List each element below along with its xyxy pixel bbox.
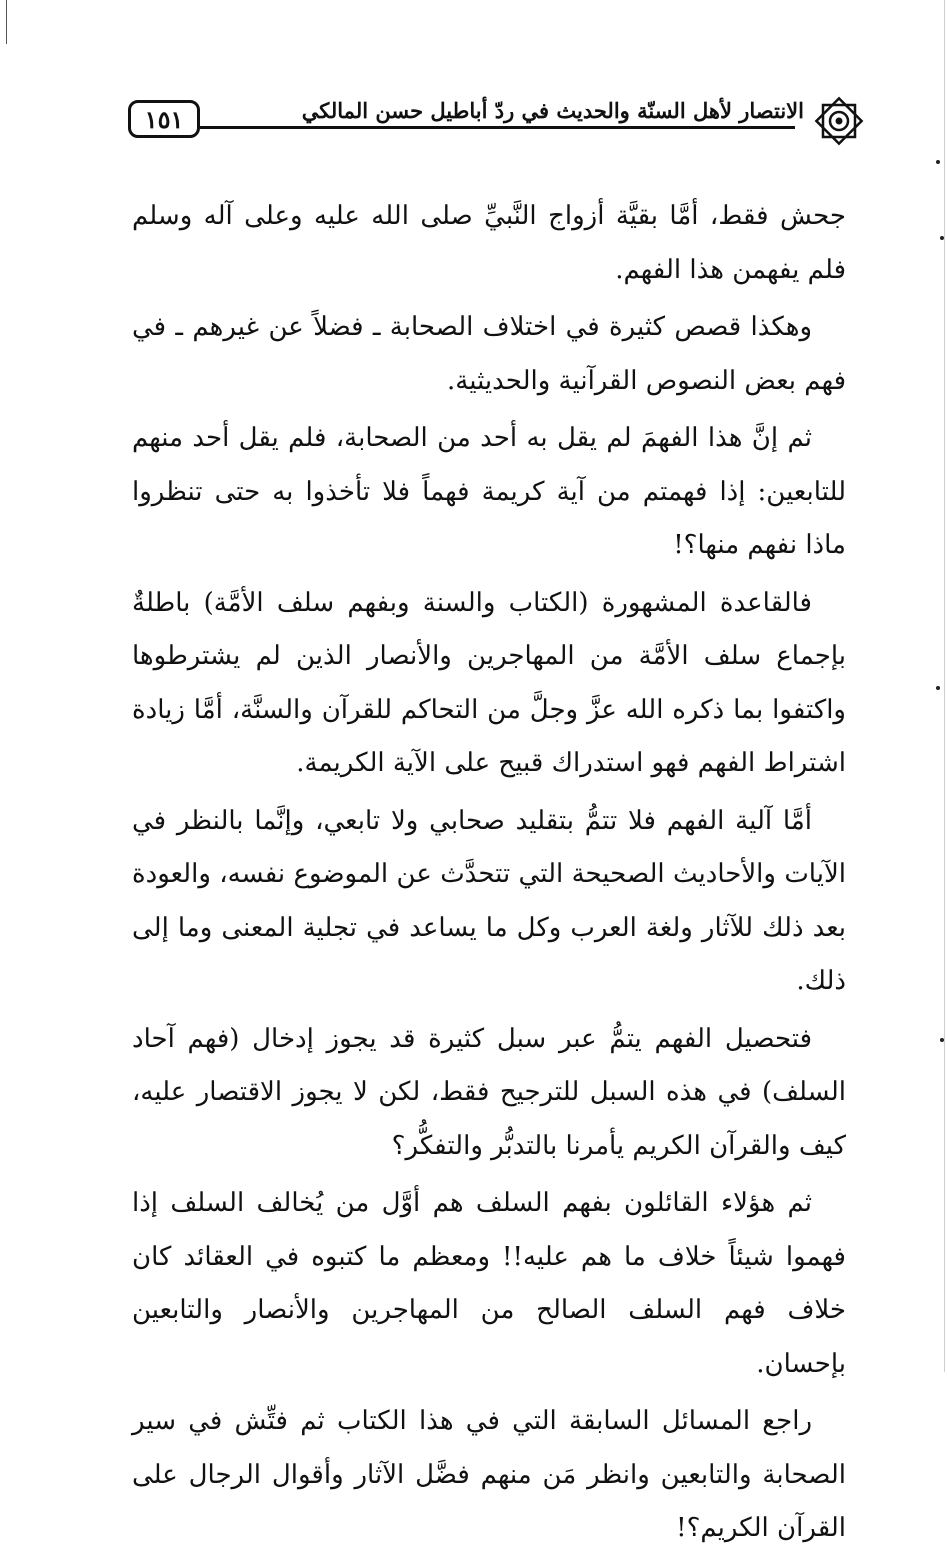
scan-edge-mark [6,0,7,44]
paragraph: أمَّا آلية الفهم فلا تتمُّ بتقليد صحابي ولا تابعي، وإنَّما بالنظر في الآيات والأحاديث الصحيحة التي تتحدَّث عن الموضوع نفسه، والعودة بعد ذلك للآثار ولغة العرب وكل ما يساعد في تجلية المعنى وما إلى ذلك. [132,805,846,996]
scan-speck [936,686,940,690]
paragraph: جحش فقط، أمَّا بقيَّة أزواج النَّبيِّ صلى الله عليه وعلى آله وسلم فلم يفهمن هذا الفهم. [132,201,846,285]
running-title: الانتصار لأهل السنّة والحديث في ردّ أباطيل حسن المالكي [298,98,808,123]
paragraph: راجع المسائل السابقة التي في هذا الكتاب ثم فتِّش في سير الصحابة والتابعين وانظر مَن منهم فضَّل الآثار وأقوال الرجال على القرآن الكريم؟! [132,1406,846,1543]
page-number-box [128,100,200,138]
paragraph: ثم إنَّ هذا الفهمَ لم يقل به أحد من الصحابة، فلم يقل أحد منهم للتابعين: إذا فهمتم من آية كريمة فهماً فلا تأخذوا به حتى تنظروا ماذا نفهم منها؟! [132,423,846,560]
paragraph: فالقاعدة المشهورة (الكتاب والسنة وبفهم سلف الأمَّة) باطلةٌ بإجماع سلف الأمَّة من المهاجرين والأنصار الذين لم يشترطوها واكتفوا بما ذكره الله عزَّ وجلَّ من التحاكم للقرآن والسنَّة، أمَّا زيادة اشتراط الفهم فهو استدراك قبيح على الآية الكريمة. [132,587,846,778]
paragraph: وهكذا قصص كثيرة في اختلاف الصحابة ـ فضلاً عن غيرهم ـ في فهم بعض النصوص القرآنية والحديثية. [132,312,846,396]
paragraph: ثم هؤلاء القائلون بفهم السلف هم أوَّل من يُخالف السلف إذا فهموا شيئاً خلاف ما هم عليه!! ومعظم ما كتبوه في العقائد كان خلاف فهم السلف الصالح من المهاجرين والأنصار والتابعين بإحسان. [132,1188,846,1379]
scan-edge-shadow [944,0,945,1372]
page-number: ١٥١ [144,104,184,134]
page-body [132,190,846,1560]
page-header [128,88,870,156]
paragraph: فتحصيل الفهم يتمُّ عبر سبل كثيرة قد يجوز إدخال (فهم آحاد السلف) في هذه السبل للترجيح فقط، لكن لا يجوز الاقتصار عليه، كيف والقرآن الكريم يأمرنا بالتدبُّر والتفكُّر؟ [132,1023,846,1161]
scan-speck [940,236,944,240]
scan-speck [940,1038,944,1042]
scan-speck [936,160,940,164]
star-ornament-icon [812,94,866,148]
header-rule [200,126,795,129]
